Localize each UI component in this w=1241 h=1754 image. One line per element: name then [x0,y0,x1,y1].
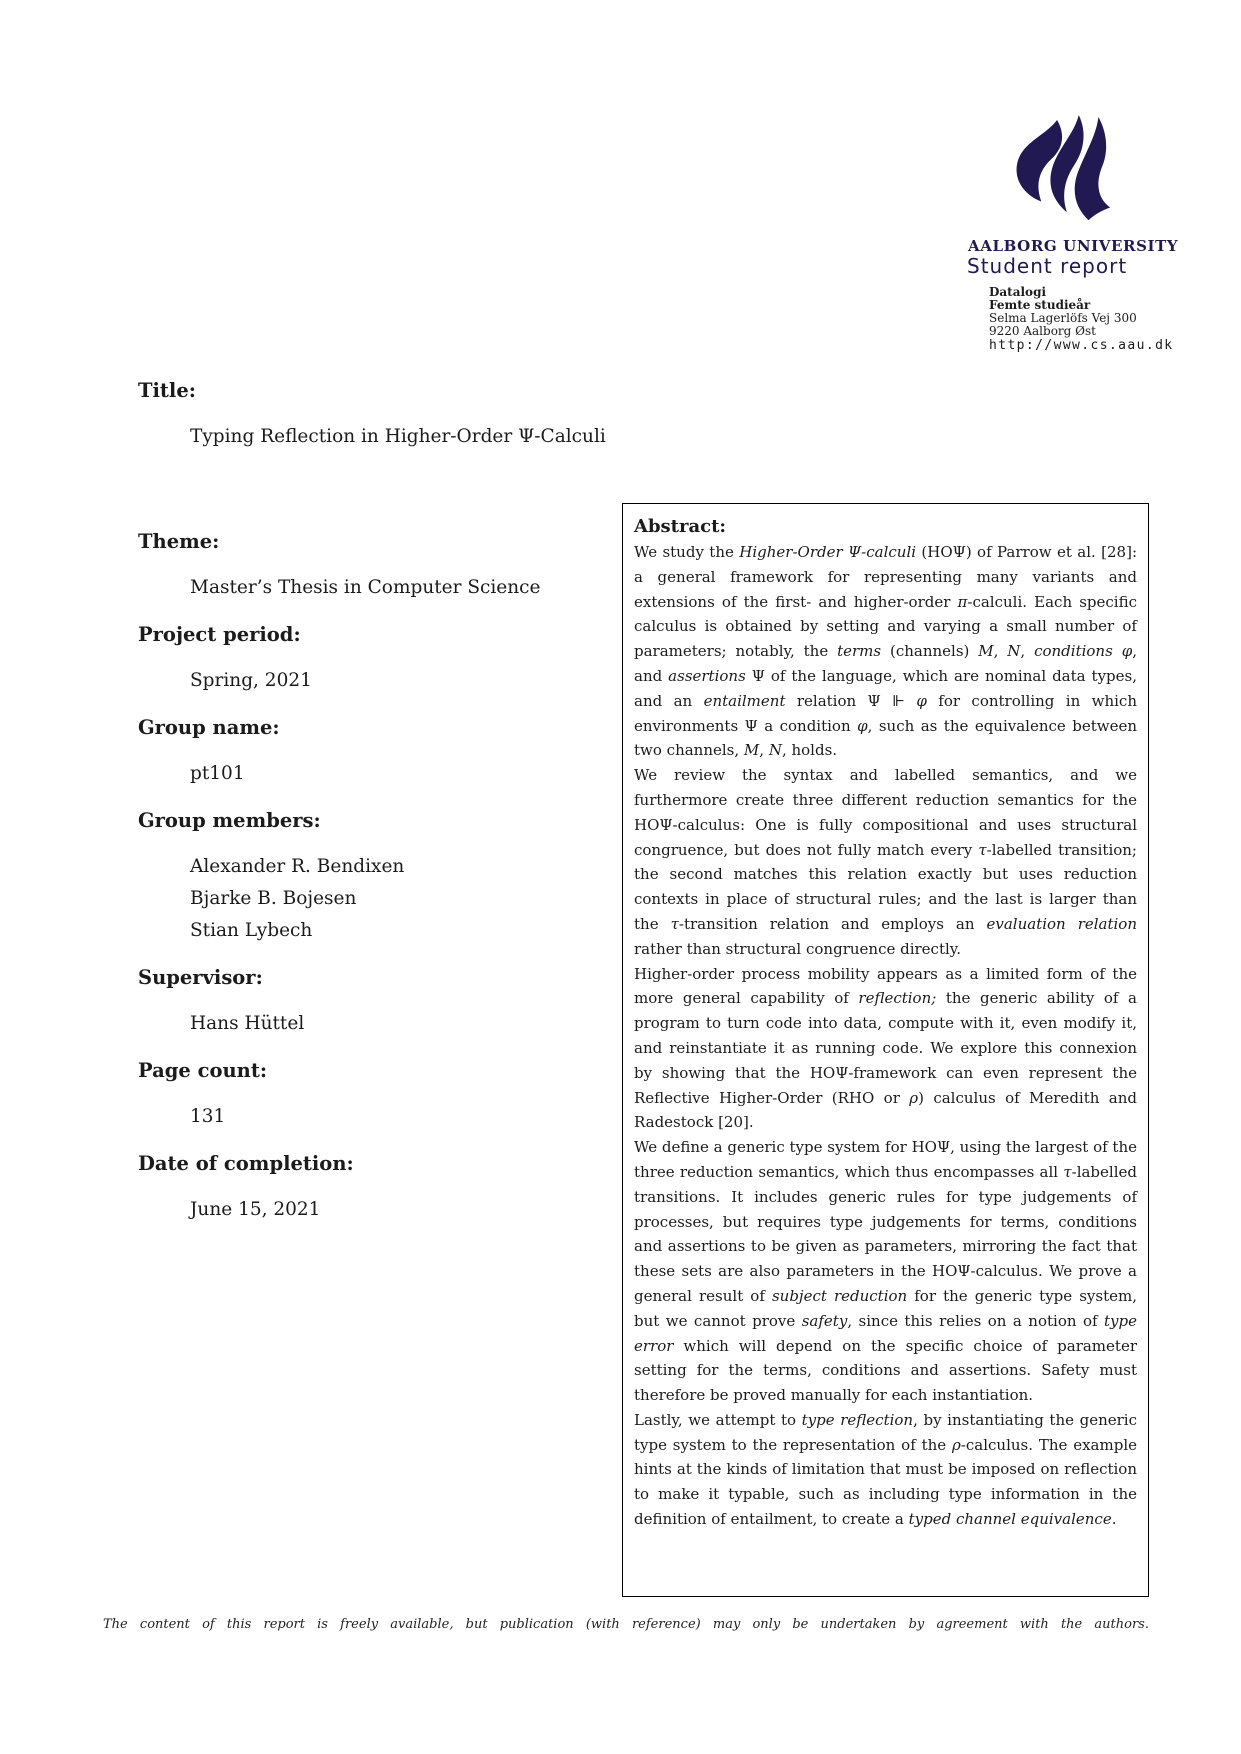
abstract-paragraph: Lastly, we attempt to type reflection, by instantiating the generic type system to the representation of the ρ-calculus. The example hints at the kinds of limitation that must be imposed on reflection to make it typable, such as including type information in the definition of entailment, to create a typed channel equivalence. [634,1410,1137,1529]
availability-notice: The content of this report is freely available, but publication (with reference) may only be undertaken by agreement with the authors. [103,1617,1149,1632]
field-label: Supervisor: [138,966,263,989]
info-field [138,713,608,790]
info-field [138,376,608,453]
report-type-label: Student report [967,254,1128,278]
field-value: Typing Reflection in Higher-Order Ψ-Calculi [190,426,606,447]
university-name: AALBORG UNIVERSITY [968,237,1179,255]
abstract-paragraph: Higher-order process mobility appears as a limited form of the more general capability of reflection; the generic ability of a program to turn code into data, compute with it, even modify it, and reinstantiate it as running code. We explore this connexion by showing that the HOΨ-framework can even represent the Reflective Higher-Order (RHO or ρ) calculus of Meredith and Radestock [20]. [634,964,1137,1132]
address-block [989,286,1174,352]
field-label: Date of completion: [138,1152,354,1175]
field-value: Bjarke B. Bojesen [190,888,357,909]
field-label: Theme: [138,530,220,553]
field-label: Page count: [138,1059,268,1082]
field-value: 131 [190,1106,226,1127]
abstract-paragraph: We define a generic type system for HOΨ, using the largest of the three reduction semantics, which thus encompasses all τ-labelled transitions. It includes generic rules for type judgements of processes, but requires type judgements for terms, conditions and assertions to be given as parameters, mirroring the fact that these sets are also parameters in the HOΨ-calculus. We prove a general result of subject reduction for the generic type system, but we cannot prove safety, since this relies on a notion of type error which will depend on the specific choice of parameter setting for the terms, conditions and assertions. Safety must therefore be proved manually for each instantiation. [634,1138,1137,1405]
field-value: Hans Hüttel [190,1013,305,1034]
aau-logo-icon [1002,112,1120,240]
city-line: 9220 Aalborg Øst [989,324,1096,338]
website-url: http://www.cs.aau.dk [989,338,1174,353]
field-value: Spring, 2021 [190,670,312,691]
field-label: Group members: [138,809,321,832]
field-value: pt101 [190,763,245,784]
street-line: Selma Lagerlöfs Vej 300 [989,311,1137,325]
abstract-box [622,503,1149,1597]
field-label: Project period: [138,623,301,646]
abstract-body [634,540,1137,1532]
info-field [138,963,608,1040]
info-field [138,1056,608,1133]
field-value: Master’s Thesis in Computer Science [190,577,541,598]
abstract-paragraph: We study the Higher-Order Ψ-calculi (HOΨ) of Parrow et al. [28]: a general framework for representing many variants and extensions of the first- and higher-order π-calculi. Each specific calculus is obtained by setting and varying a small number of parameters; notably, the terms (channels) M, N, conditions φ, and assertions Ψ of the language, which are nominal data types, and an entailment relation Ψ ⊩ φ for controlling in which environments Ψ a condition φ, such as the equivalence between two channels, M, N, holds. [634,543,1138,760]
semester-line: Femte studieår [989,298,1091,312]
info-field [138,1149,608,1226]
info-fields [138,376,608,1242]
field-label: Group name: [138,716,280,739]
field-value: Alexander R. Bendixen [190,856,405,877]
department-line: Datalogi [989,285,1047,299]
info-field [138,527,608,604]
info-field [138,806,608,947]
field-value: Stian Lybech [190,920,313,941]
abstract-paragraph: We review the syntax and labelled semantics, and we furthermore create three different reduction semantics for the HOΨ-calculus: One is fully compositional and uses structural congruence, but does not fully match every τ-labelled transition; the second matches this relation exactly but uses reduction contexts in place of structural rules; and the last is larger than the τ-transition relation and employs an evaluation relation rather than structural congruence directly. [634,766,1137,958]
info-field [138,620,608,697]
abstract-heading: Abstract: [634,516,727,537]
field-label: Title: [138,379,196,402]
field-value: June 15, 2021 [190,1199,321,1220]
